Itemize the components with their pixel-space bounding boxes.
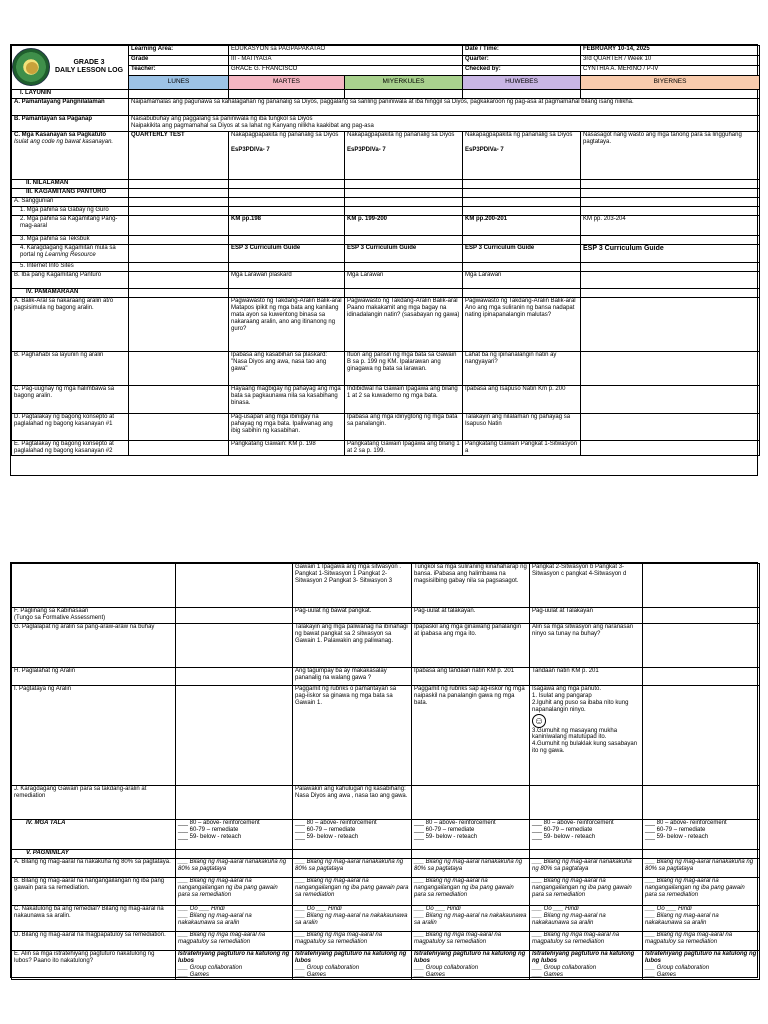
remedial-helped-friday: ___ Oo ___ Hindi ___ Bilang ng mag-aaral na nakakaunawa sa aralin [643,906,760,932]
lesson-log-table-1 [11,45,760,456]
row-label-kagamitang-pang-mag-aaral: 2. Mga pahina sa Kagamitang Pang-mag-aaral [12,216,129,236]
curriculum-guide-tuesday: ESP 3 Curriculum Guide [229,245,345,263]
continue-remediation-tuesday: ___ Bilang ng mga mag-aaral na magpatuloy sa remediation [293,932,412,951]
remediation-needed-thursday: ___ Bilang ng mag-aaral na nangangailangan ng iba pang gawain para sa remediation [530,878,643,906]
row-label-internet-info-sites: 5. Internet Info Sites [12,263,129,272]
section-kagamitang-panturo: III. KAGAMITANG PANTURO [12,189,129,198]
pag-uugnay-tuesday: Hayaang magbigay ng pahayag ang mga bata sa pagkaunawa nila sa kasabihang binasa. [229,386,345,414]
80-percent-tuesday: ___ Bilang ng mag-aaral nanakakuha ng 80% sa pagtataya [293,859,412,878]
kasanayan-wednesday: Nakapagpapakita ng pananalig sa Diyos EsP3PDIVa- 7 [345,132,463,180]
section-layunin: I. LAYUNIN [12,90,129,99]
balik-aral-thursday: Pagwawasto ng Takdang-Aralin Balik-aral Ano ang mga suliranin ng bansa nadapat nating ipinapanalangin malutas? [463,298,581,352]
row-label-karagdagang-kagamitan: 4. Karagdagang Kagamitan mula sa portal ng Learning Resource [12,245,129,263]
balik-aral-wednesday: Pagwawasto ng Takdang-Aralin Balik-aral Paano makakamit ang mga bagay na idinadalangin natin? (sasabayan ng gawa) [345,298,463,352]
row-label-balik-aral: A. Balik-Aral sa nakaraang aralin at/o pagsisimula ng bagong aralin. [12,298,129,352]
km-pages-wednesday: KM p. 199-200 [345,216,463,236]
day-header-monday: LUNES [129,76,229,90]
80-percent-monday: ___ Bilang ng mag-aaral nanakakuha ng 80% sa pagtataya [176,859,293,878]
continue-remediation-monday: ___ Bilang ng mga mag-aaral na magpatuloy sa remediation [176,932,293,951]
pagtataya-wednesday: Paggamit ng rubriks sap ag-iiskor ng mga naipaskil na panalangin gawa ng mga bata. [412,686,530,786]
gawain-continued-thursday: Pangkat 2-Sitwasyon b Pangkat 3-Sitwasyon c pangkat 4-Sitwasyon d [530,564,643,608]
checked-value: CYNTHIA A. MERINO / P-IV [581,66,760,76]
paglalahat-thursday: Tandaan natin KM p. 201 [530,668,643,686]
strategies-friday: Istratehiyang pagtuturo na katulong ng lubos ___ Group collaboration ___ Games [643,951,760,980]
km-pages-thursday: KM pp.200-201 [463,216,581,236]
80-percent-wednesday: ___ Bilang ng mag-aaral nanakakuha ng 80% sa pagtataya [412,859,530,878]
grade-value: III - MATIYAGA [229,56,463,66]
day-header-tuesday: MARTES [229,76,345,90]
row-label-paghahabi: B. Paghahabi sa layunin ng aralin [12,352,129,386]
pag-uugnay-thursday: Ipabasa ang Isapuso Natin Km p. 200 [463,386,581,414]
remediation-needed-monday: ___ Bilang ng mag-aaral na nangangailangan ng iba pang gawain para sa remediation [176,878,293,906]
teacher-value: GRACE G. FRANCISCO [229,66,463,76]
row-label-paglalapat: G. Paglalapat ng aralin sa pang-araw-araw na buhay [12,624,176,668]
remediation-needed-wednesday: ___ Bilang ng mag-aaral na nangangailangan ng iba pang gawain para sa remediation [412,878,530,906]
row-label-80-percent: A. Bilang ng mag-aaral na nakakuha ng 80% sa pagtataya. [12,859,176,878]
80-percent-friday: ___ Bilang ng mag-aaral nanakakuha ng 80% sa pagtataya [643,859,760,878]
mga-tala-thursday: ___ 80 – above- reinforcement ___ 60-79 – remediate ___ 59- below - reteach [530,820,643,850]
mga-tala-friday: ___ 80 – above- reinforcement ___ 60-79 – remediate ___ 59- below - reteach [643,820,760,850]
day-header-friday: BIYERNES [581,76,760,90]
continue-remediation-thursday: ___ Bilang ng mga mag-aaral na magpatuloy sa remediation [530,932,643,951]
row-label-iba-pang-kagamitan: B. Iba pang Kagamitang Panturo [12,272,129,289]
section-nilalaman: II. NILALAMAN [12,180,129,189]
lesson-log-page-2 [10,562,758,978]
pagtalakay-1-wednesday: Ipabasa ang mga idinygtong ng mga bata sa panalangin. [345,414,463,441]
strategies-tuesday: Istratehiyang pagtuturo na katulong ng lubos ___ Group collaboration ___ Games [293,951,412,980]
row-label-pamantayan-sa-paganap: B. Pamantayan sa Paganap [12,116,129,132]
lesson-log-table-2 [11,563,760,980]
quarter-value: 3rd QUARTER / Week 10 [581,56,760,66]
row-label-continue-remediation: D. Bilang ng mag-aaral na magpapatuloy sa remediation. [12,932,176,951]
pagtalakay-2-tuesday: Pangkatang Gawain: KM p. 198 [229,441,345,456]
gawain-continued-wednesday: Tungkol sa mga suliraning kinahaharap ng bansa. iPabasa ang halimbawa na magsisilbing gabay nila sa pagsasagot. [412,564,530,608]
grade-title: GRADE 3 [73,58,105,66]
day-header-thursday: HUWEBES [463,76,581,90]
learning-area-label: Learning Area: [129,46,229,56]
pamantayan-sa-paganap-text: Naisabubuhay ang paggalang sa paniniwala ng iba tungkol sa Diyos Naipakikita ang pagmamahal sa Diyos at sa lahat ng Kanyang nilikha kaakibat ang pag-asa [129,116,760,132]
kasanayan-thursday: Nakapagpapakita ng pananalig sa Diyos EsP3PDIVa- 7 [463,132,581,180]
paglalapat-tuesday: Talakayin ang mga paliwanag na ibinahagi ng bawat pangkat sa 2 sitwasyon sa Gawain 1. Palawakin ang paliwanag. [293,624,412,668]
iba-pang-kagamitan-thursday: Mga Larawan [463,272,581,289]
pagtataya-thursday: Isagawa ang mga panuto. 1. Isulat ang pangarap 2.Iguhit ang puso sa ibaba nito kung napanalangin ninyo. ☺ 3.Gumuhit ng masayang mukha kaniniwalang matutupad ito. 4.Gumuhit ng bulaklak kung sasabayan ito ng gawa. [530,686,643,786]
remedial-helped-thursday: ___ Oo ___ Hindi ___ Bilang ng mag-aaral na nakakaunawa sa aralin [530,906,643,932]
row-label-pagtalakay-1: D. Pagtalakay ng bagong konsepto at paglalahad ng bagong kasanayan #1 [12,414,129,441]
pagtalakay-2-thursday: Pangkatang Gawain Pangkat 1-Sitwasyon a [463,441,581,456]
section-mga-tala: IV. MGA TALA [12,820,176,850]
pamantayang-pangnilalaman-text: Naipamamalas ang pagunawa sa kahalagahan ng pananalig sa Diyos, paggalang sa sariling paniniwala at iba hinggil sa Diyos, pagkakaroon ng pag-asa at pagmamahal bilang isang nilikha. [129,99,760,116]
continue-remediation-friday: ___ Bilang ng mga mag-aaral na magpatuloy sa remediation [643,932,760,951]
remedial-helped-tuesday: ___ Oo ___ Hindi ___ Bilang ng mag-aaral na nakakaunawa sa aralin [293,906,412,932]
paglinang-tuesday: Pag-uulat ng bawat pangkat. [293,608,412,624]
row-label-paglinang: F. Paglinang sa Kabihasaan (Tungo sa Formative Assessment) [12,608,176,624]
date-value: FEBRUARY 10-14, 2025 [581,46,760,56]
pag-uugnay-wednesday: Indibidwal na Gawain Ipagawa ang bilang 1 at 2 sa kuwaderno ng mga bata. [345,386,463,414]
paghahabi-wednesday: Ituon ang pansin ng mga bata sa Gawain B sa p. 199 ng KM. Ipalarawan ang ginagawa ng bata sa larawan. [345,352,463,386]
row-label-remediation-needed: B. Bilang ng mag-aaral na nangangailangan ng iba pang gawain para sa remediation. [12,878,176,906]
checked-label: Checked by: [463,66,581,76]
row-label-pag-uugnay: C. Pag-uugnay ng mga halimbawa sa bagong aralin. [12,386,129,414]
curriculum-guide-thursday: ESP 3 Curriculum Guide [463,245,581,263]
pagtataya-tuesday: Paggamit ng rubriks o pamantayan sa pag-iiskor sa ginawa ng mga bata sa Gawain 1. [293,686,412,786]
remedial-helped-wednesday: ___ Oo ___ Hindi ___ Bilang ng mag-aaral na nakakaunawa sa aralin [412,906,530,932]
section-pagninilay: V. PAGNINILAY [12,850,176,859]
learning-area-value: EDUKASYON sa PAGPAPAKATAO [229,46,463,56]
row-label-paglalahat: H. Paglalahat ng Aralin [12,668,176,686]
row-label-pamantayang-pangnilalaman: A. Pamantayang Pangnilalaman [12,99,129,116]
row-label-strategies: E. Alin sa mga istratehiyang pagtuturo nakatulong ng lubos? Paano ito nakatulong? [12,951,176,980]
date-label: Date / Time: [463,46,581,56]
remediation-needed-tuesday: ___ Bilang ng mag-aaral na nangangailangan ng iba pang gawain para sa remediation [293,878,412,906]
teacher-label: Teacher: [129,66,229,76]
paglalahat-wednesday: Ipabasa ang tandaan natin KM p. 201 [412,668,530,686]
row-label-remedial-helped: C. Nakatulong ba ang remedial? Bilang ng mag-aaral na nakaunawa sa aralin. [12,906,176,932]
strategies-monday: Istratehiyang pagtuturo na katulong ng lubos ___ Group collaboration ___ Games [176,951,293,980]
km-pages-friday: KM pp. 203-204 [581,216,760,236]
paghahabi-thursday: Lahat ba ng ipinanalangin natin ay nangyayari? [463,352,581,386]
school-seal-logo [12,48,50,86]
row-label-gabay-ng-guro: 1. Mga pahina sa Gabay ng Guro [12,207,129,216]
pagtalakay-1-tuesday: Pag-usapan ang mga ibinigay na pahayag ng mga bata. Ipaliwanag ang ibig sabihin ng kasabihan. [229,414,345,441]
log-title: DAILY LESSON LOG [54,67,124,74]
iba-pang-kagamitan-tuesday: Mga Larawan plaskard [229,272,345,289]
80-percent-thursday: ___ Bilang ng mag-aaral nanakakuha ng 80% sa pagtataya [530,859,643,878]
iba-pang-kagamitan-wednesday: Mga Larawan [345,272,463,289]
smiley-face-icon: ☺ [533,715,545,727]
paglalapat-wednesday: Ipapaskil ang mga ginawang panalangin at ipabasa ang mga ito. [412,624,530,668]
curriculum-guide-friday: ESP 3 Curriculum Guide [581,245,760,263]
strategies-wednesday: Istratehiyang pagtuturo na katulong ng lubos ___ Group collaboration ___ Games [412,951,530,980]
kasanayan-friday: Nasasagot nang wasto ang mga tanong para sa lingguhang pagtataya. [581,132,760,180]
continue-remediation-wednesday: ___ Bilang ng mga mag-aaral na magpatuloy sa remediation [412,932,530,951]
lesson-log-page-1 [10,44,758,476]
mga-tala-monday: ___ 80 – above- reinforcement ___ 60-79 – remediate ___ 59- below - reteach [176,820,293,850]
remedial-helped-monday: ___ Oo ___ Hindi ___ Bilang ng mag-aaral na nakakaunawa sa aralin [176,906,293,932]
grade-label: Grade [129,56,229,66]
pagtalakay-2-wednesday: Pangkatang Gawain Ipagawa ang bilang 1 at 2 sa p. 199. [345,441,463,456]
kasanayan-tuesday: Nakapagpapakita ng pananalig sa Diyos EsP3PDIVa- 7 [229,132,345,180]
row-label-sanggunian: A. Sanggunian [12,198,129,207]
km-pages-tuesday: KM pp.198 [229,216,345,236]
mga-tala-tuesday: ___ 80 – above- reinforcement ___ 60-79 – remediate ___ 59- below - reteach [293,820,412,850]
strategies-thursday: Istratehiyang pagtuturo na katulong ng lubos ___ Group collaboration ___ Games [530,951,643,980]
paglalapat-thursday: Alin sa mga sitwasyon ang naranasan ninyo sa tunay na buhay? [530,624,643,668]
row-label-pagtalakay-2: E. Pagtalakay ng bagong konsepto at paglalahad ng bagong kasanayan #2 [12,441,129,456]
row-label-teksbuk: 3. Mga pahina sa Teksbuk [12,236,129,245]
row-label-pagtataya: I. Pagtataya ng Aralin [12,686,176,786]
gawain-continued-tuesday: Gawain 1 Ipagawa ang mga sitwasyon . Pangkat 1-Sitwasyon 1 Pangkat 2-Sitwasyon 2 Pangkat 3- Sitwasyon 3 [293,564,412,608]
kasanayan-monday: QUARTERLY TEST [129,132,229,180]
paglinang-thursday: Pag-uulat at Talakayan [530,608,643,624]
curriculum-guide-wednesday: ESP 3 Curriculum Guide [345,245,463,263]
karagdagang-gawain-tuesday: Palawakin ang kahulugan ng kasabihang: Nasa Diyos ang awa , nasa tao ang gawa. [293,786,412,820]
mga-tala-wednesday: ___ 80 – above- reinforcement ___ 60-79 – remediate ___ 59- below - reteach [412,820,530,850]
balik-aral-tuesday: Pagwawasto ng Takdang-Aralin Balik-aral Matapos ipikit ng mga bata ang kanilang mata ayon sa kuwentong binasa sa nakaraang aralin, ano ang itinanong ng guro? [229,298,345,352]
paglalahat-tuesday: Ang tagumpay ba ay makakasalay pananalig na walang gawa ? [293,668,412,686]
section-pamamaraan: IV. PAMAMARAAN [12,289,129,298]
remediation-needed-friday: ___ Bilang ng mag-aaral na nangangailangan ng iba pang gawain para sa remediation [643,878,760,906]
row-label-kasanayan: C. Mga Kasanayan sa Pagkatuto Isulat ang code ng bawat kasanayan. [12,132,129,180]
row-label-karagdagang-gawain: J. Karagdagang Gawain para sa takdang-aralin at remediation [12,786,176,820]
paglinang-wednesday: Pag-uulat at talakayan. [412,608,530,624]
pagtalakay-1-thursday: Talakayin ang nilalaman ng pahayag sa Isapuso Natin [463,414,581,441]
paghahabi-tuesday: Ipabasa ang kasabihan sa plaskard: "Nasa Diyos ang awa, nasa tao ang gawa" [229,352,345,386]
day-header-wednesday: MIYERKULES [345,76,463,90]
quarter-label: Quarter: [463,56,581,66]
